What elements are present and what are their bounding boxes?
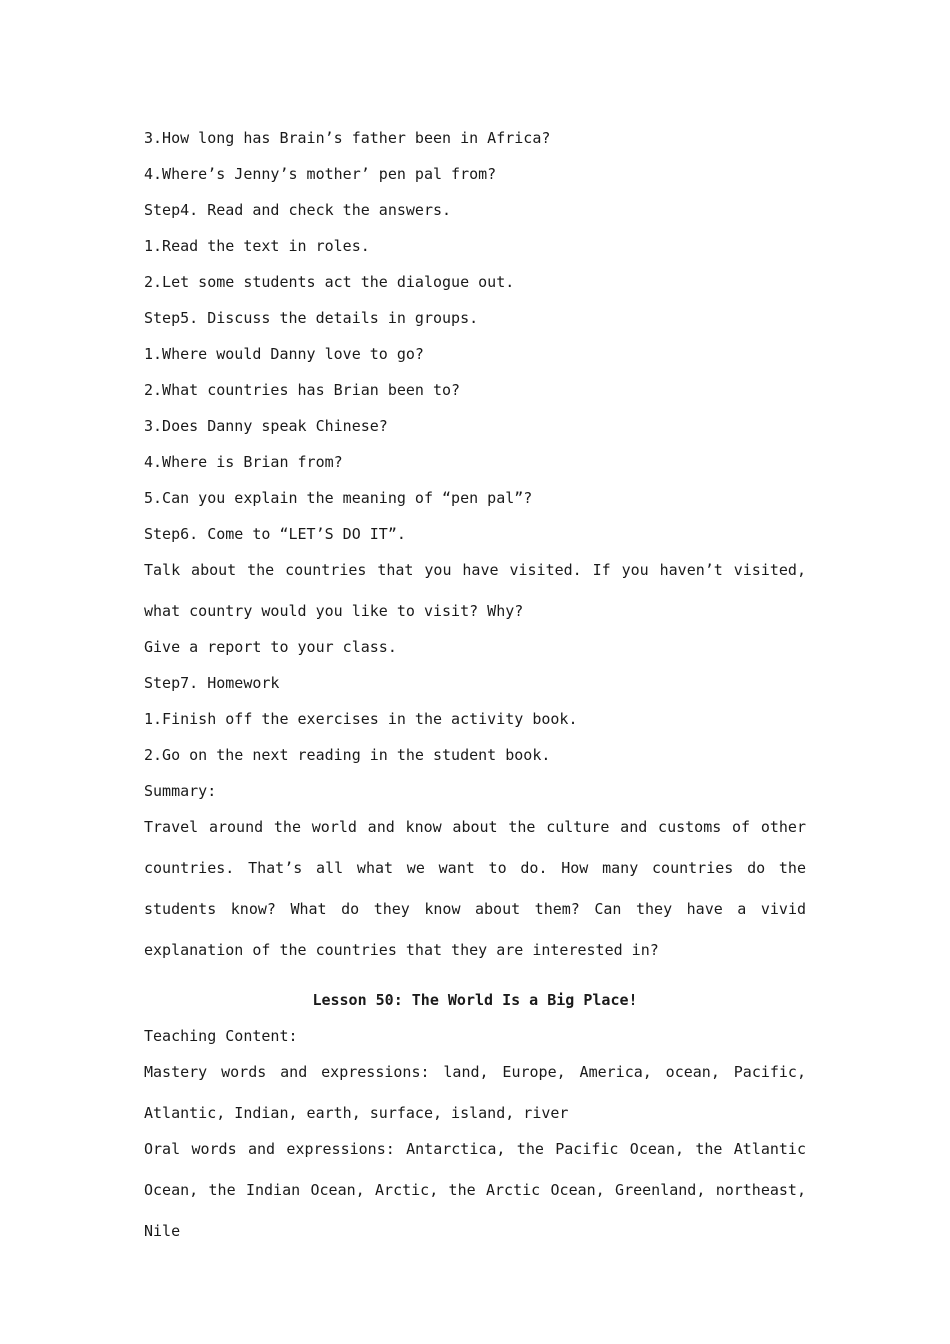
step5-item-3: 3.Does Danny speak Chinese? — [144, 417, 388, 435]
lesson-title: Lesson 50: The World Is a Big Place! — [312, 991, 638, 1009]
step4-item-1: 1.Read the text in roles. — [144, 237, 370, 255]
step5-item-4: 4.Where is Brian from? — [144, 453, 343, 471]
step7-item-1: 1.Finish off the exercises in the activity book. — [144, 710, 578, 728]
step5-item-1: 1.Where would Danny love to go? — [144, 345, 424, 363]
oral-words: Oral words and expressions: Antarctica, the Pacific Ocean, the Atlantic Ocean, the Indian Ocean, Arctic, the Arctic Ocean, Greenland, northeast, Nile — [144, 1140, 806, 1240]
step4-heading: Step4. Read and check the answers. — [144, 201, 452, 219]
step5-item-2: 2.What countries has Brian been to? — [144, 381, 461, 399]
summary-label: Summary: — [144, 782, 217, 800]
mastery-words: Mastery words and expressions: land, Europe, America, ocean, Pacific, Atlantic, Indian, earth, surface, island, river — [144, 1063, 806, 1122]
teaching-content-label: Teaching Content: — [144, 1027, 298, 1045]
question-4: 4.Where’s Jenny’s mother’ pen pal from? — [144, 165, 497, 183]
question-3: 3.How long has Brain’s father been in Africa? — [144, 129, 551, 147]
summary-paragraph: Travel around the world and know about the culture and customs of other countries. That’s all what we want to do. How many countries do the students know? What do they know about them? Can they have a vivid explanation of the countries that they are interested in? — [144, 818, 806, 959]
step6-heading: Step6. Come to “LET’S DO IT”. — [144, 525, 406, 543]
step4-item-2: 2.Let some students act the dialogue out. — [144, 273, 515, 291]
step5-heading: Step5. Discuss the details in groups. — [144, 309, 479, 327]
step7-heading: Step7. Homework — [144, 674, 280, 692]
step7-item-2: 2.Go on the next reading in the student book. — [144, 746, 551, 764]
document-page — [144, 120, 806, 1247]
step5-item-5: 5.Can you explain the meaning of “pen pal”? — [144, 489, 533, 507]
step6-report: Give a report to your class. — [144, 638, 397, 656]
step6-paragraph: Talk about the countries that you have visited. If you haven’t visited, what country would you like to visit? Why? — [144, 561, 806, 620]
